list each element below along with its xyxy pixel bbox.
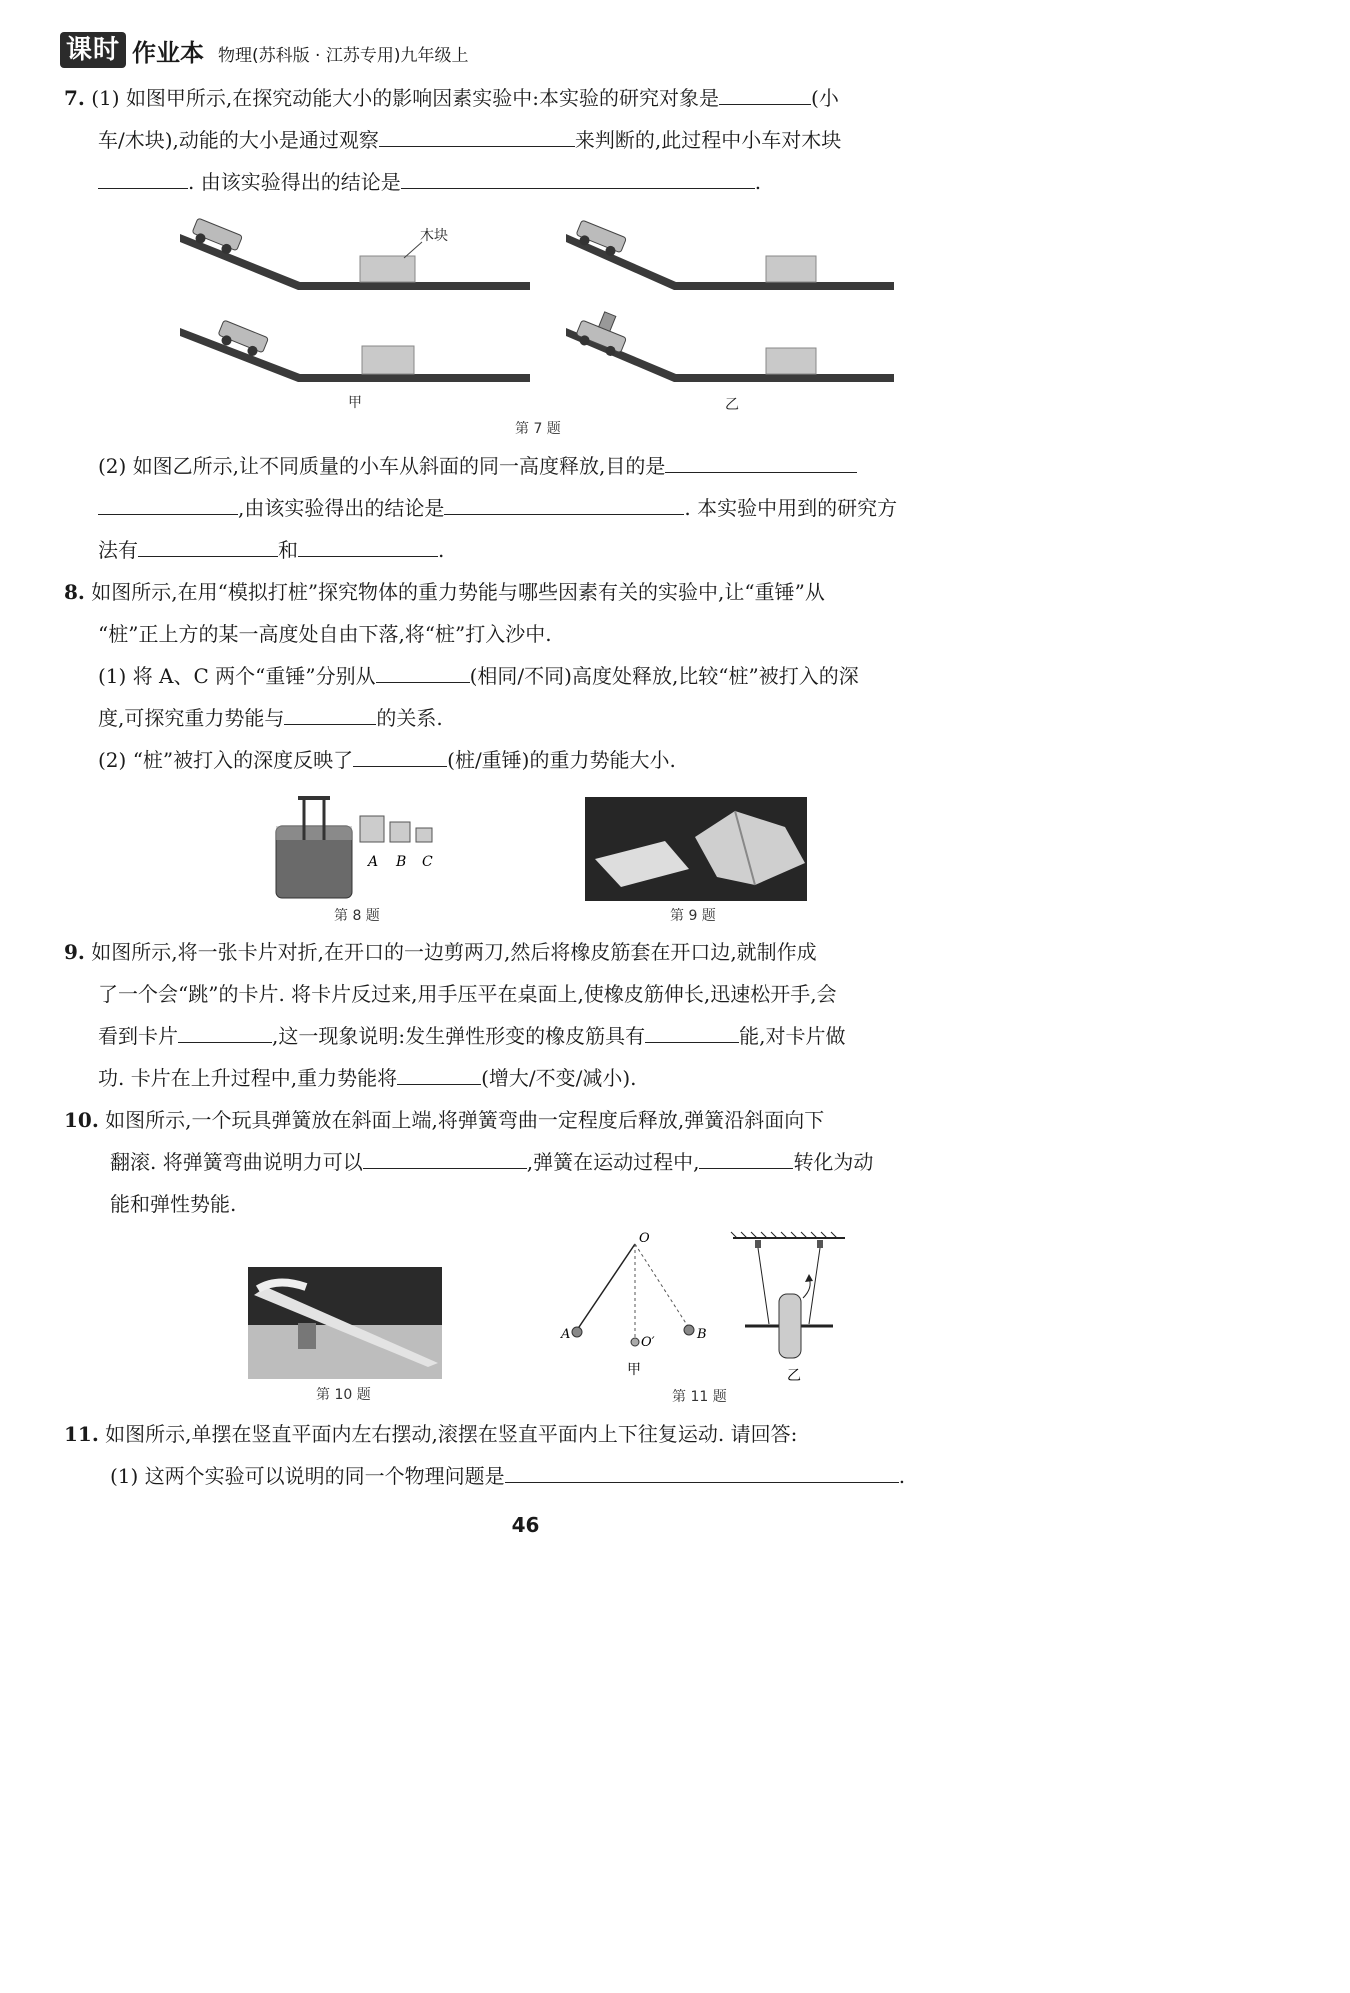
label-yi: 乙 [725,397,739,413]
svg-text:B: B [697,1327,707,1342]
q10-line3: 能和弹性势能. [110,1192,237,1216]
blank[interactable] [98,492,238,515]
q11-line1: 11. 如图所示,单摆在竖直平面内左右摆动,滚摆在竖直平面内上下往复运动. 请回答: [64,1422,798,1446]
book-logo [60,32,204,68]
q7-line3: . 由该实验得出的结论是 . [98,166,761,198]
q8-line3: (1) 将 A、C 两个“重锤”分别从 (相同/不同)高度处释放,比较“桩”被打入的深 [98,660,859,692]
blank[interactable] [645,1020,739,1043]
label-b: B [396,854,407,870]
maxwell-wheel [731,1232,845,1384]
ramp-jia-bottom [180,320,530,382]
wood-block [360,256,415,282]
svg-text:乙: 乙 [787,1368,801,1384]
wood-block [766,256,816,282]
label-c: C [422,854,433,870]
svg-text:O′: O′ [641,1335,655,1350]
blank[interactable] [444,492,684,515]
q8-line5: (2) “桩”被打入的深度反映了 (桩/重锤)的重力势能大小. [98,744,676,776]
logo-main: 课时 [60,32,126,68]
q7-part2-line2: ,由该实验得出的结论是 . 本实验中用到的研究方 [98,492,897,524]
blank[interactable] [379,124,575,147]
figure-8 [270,790,450,902]
figure-11 [555,1228,855,1388]
ramp-yi-top [566,220,894,290]
blank[interactable] [353,744,447,767]
caption-q11: 第 11 题 [672,1389,727,1405]
blank[interactable] [719,82,811,105]
blank[interactable] [665,450,857,473]
q10-number: 10. [64,1108,99,1132]
blank[interactable] [138,534,278,557]
caption-q8: 第 8 题 [334,908,380,924]
q8-line4: 度,可探究重力势能与 的关系. [98,702,443,734]
figure-9-photo [585,797,807,901]
q8-line2: “桩”正上方的某一高度处自由下落,将“桩”打入沙中. [98,622,552,646]
blank[interactable] [284,702,376,725]
ramp-jia-top [180,218,530,290]
q8-line1: 8. 如图所示,在用“模拟打桩”探究物体的重力势能与哪些因素有关的实验中,让“重锤”从 [64,580,825,604]
svg-text:O: O [639,1231,650,1246]
figure-7 [170,210,910,420]
q10-line1: 10. 如图所示,一个玩具弹簧放在斜面上端,将弹簧弯曲一定程度后释放,弹簧沿斜面向下 [64,1108,825,1132]
blank[interactable] [397,1062,481,1085]
blank[interactable] [178,1020,272,1043]
svg-text:甲: 甲 [627,1362,641,1378]
label-wood-block: 木块 [420,228,448,244]
weight-a [360,816,384,842]
q10-line2: 翻滚. 将弹簧弯曲说明力可以 ,弹簧在运动过程中, 转化为动 [110,1146,873,1178]
q8-number: 8. [64,580,85,604]
weight-c [416,828,432,842]
caption-q10: 第 10 题 [316,1387,371,1403]
q7-part2-line3: 法有 和 . [98,534,444,566]
q9-line4: 功. 卡片在上升过程中,重力势能将 (增大/不变/减小). [98,1062,637,1094]
q7-number: 7. [64,86,85,110]
q11-line2: (1) 这两个实验可以说明的同一个物理问题是 . [110,1460,905,1492]
q11-number: 11. [64,1422,99,1446]
q9-line3: 看到卡片 ,这一现象说明:发生弹性形变的橡皮筋具有 能,对卡片做 [98,1020,845,1052]
label-a: A [368,854,379,870]
q9-number: 9. [64,940,85,964]
weight-b [390,822,410,842]
blank[interactable] [98,166,188,189]
q9-line2: 了一个会“跳”的卡片. 将卡片反过来,用手压平在桌面上,使橡皮筋伸长,迅速松开手,会 [98,982,837,1006]
simple-pendulum [560,1231,707,1378]
wood-block [766,348,816,374]
book-subtitle: 物理(苏科版 · 江苏专用)九年级上 [218,45,469,66]
blank[interactable] [505,1460,899,1483]
page-header [60,30,469,70]
caption-q9: 第 9 题 [670,908,716,924]
blank[interactable] [363,1146,527,1169]
blank[interactable] [401,166,755,189]
q7-part2-line1: (2) 如图乙所示,让不同质量的小车从斜面的同一高度释放,目的是 [98,450,857,482]
q9-line1: 9. 如图所示,将一张卡片对折,在开口的一边剪两刀,然后将橡皮筋套在开口边,就制作成 [64,940,817,964]
wood-block [362,346,414,374]
blank[interactable] [376,660,470,683]
q7-line2: 车/木块),动能的大小是通过观察 来判断的,此过程中小车对木块 [98,124,841,156]
blank[interactable] [699,1146,793,1169]
ramp-yi-bottom [566,305,894,382]
q7-line1: 7. (1) 如图甲所示,在探究动能大小的影响因素实验中:本实验的研究对象是 (小 [64,82,839,114]
logo-sub: 作业本 [132,38,205,67]
page-number: 46 [511,1513,540,1537]
svg-text:A: A [561,1327,571,1342]
figure-10-photo [248,1267,442,1379]
blank[interactable] [298,534,438,557]
caption-q7: 第 7 题 [515,421,561,437]
label-jia: 甲 [348,395,362,411]
